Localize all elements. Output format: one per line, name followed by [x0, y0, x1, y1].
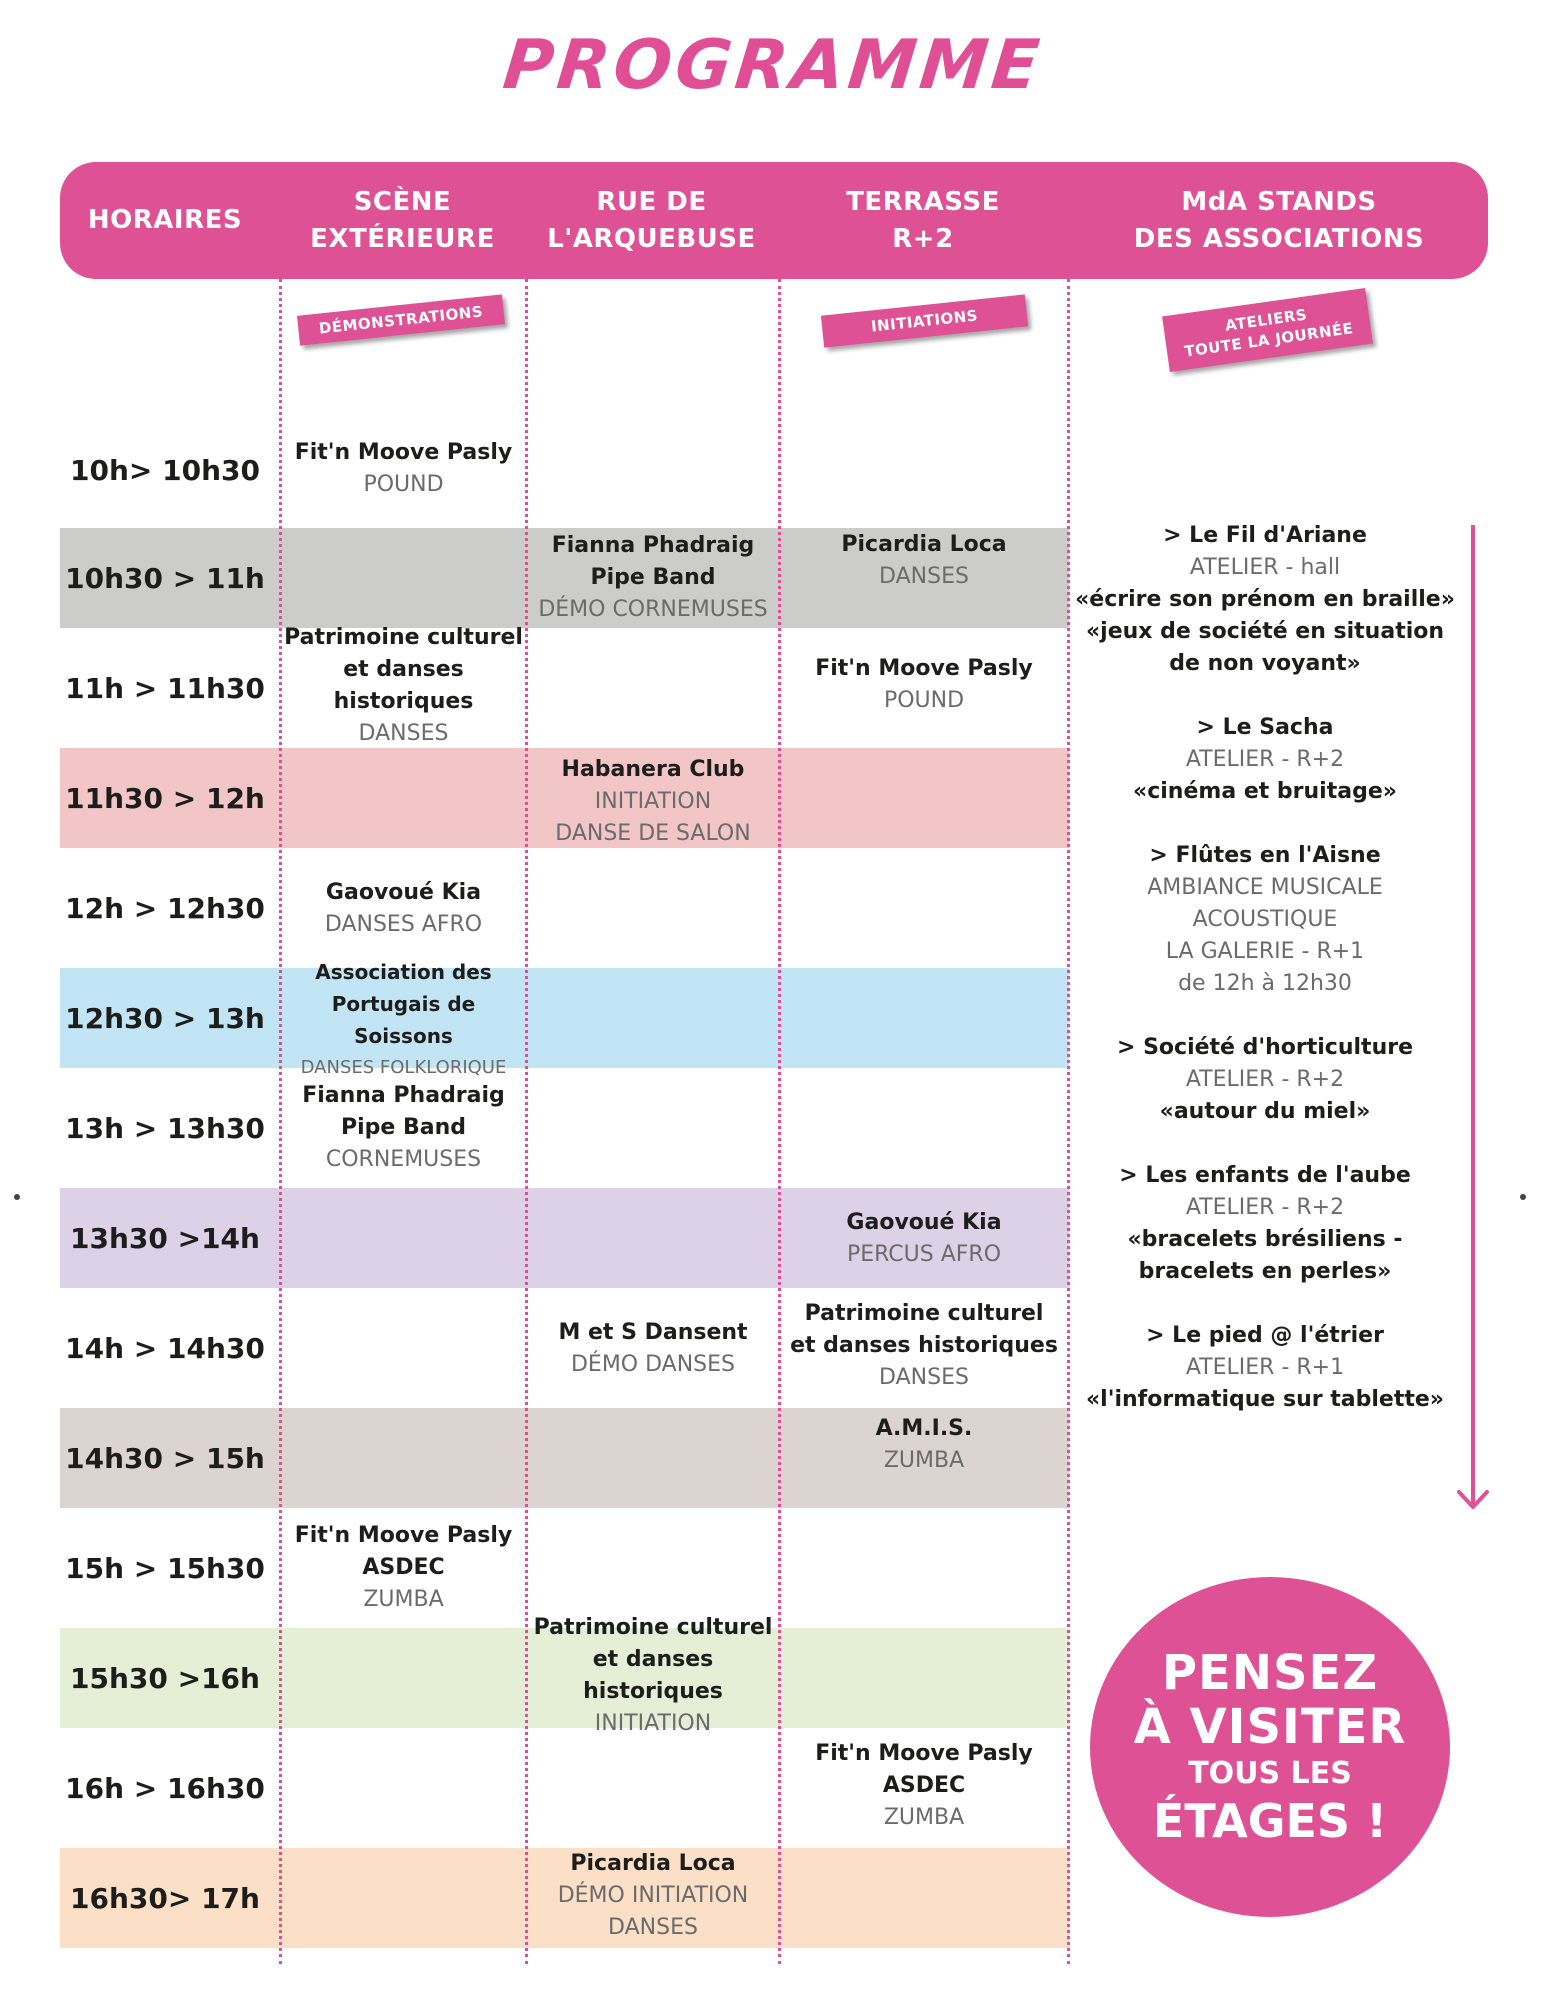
- stand-name: > Les enfants de l'aube: [1119, 1163, 1411, 1188]
- time-slot: 15h > 15h30: [65, 1551, 265, 1585]
- time-slot: 14h30 > 15h: [65, 1441, 265, 1475]
- stand-name: > Société d'horticulture: [1116, 1035, 1413, 1060]
- time-slot: 15h30 >16h: [70, 1661, 260, 1695]
- event-type: DANSES: [879, 1365, 969, 1390]
- event-type: ZUMBA: [883, 1448, 965, 1473]
- table-header: [60, 162, 1488, 279]
- event-entry: [282, 436, 525, 502]
- event-name: M et S Dansent: [558, 1320, 748, 1345]
- event-type: DÉMO DANSES: [570, 1352, 736, 1377]
- event-name: Habanera Club: [561, 757, 745, 782]
- stand-name: > Le Fil d'Ariane: [1163, 523, 1367, 548]
- event-entry: [282, 960, 525, 1078]
- event-entry: [781, 528, 1067, 594]
- stand-activity: «bracelets brésiliens - bracelets en perles»: [1127, 1227, 1403, 1284]
- event-entry: [528, 1316, 778, 1382]
- stand-entry: [1070, 712, 1460, 808]
- event-name: Gaovoué Kia: [325, 880, 482, 905]
- event-name: Patrimoine culturel et danses historiques: [790, 1301, 1058, 1358]
- header-horaires: HORAIRES: [87, 205, 243, 235]
- time-slot: 16h > 16h30: [65, 1771, 265, 1805]
- event-type: ZUMBA: [883, 1805, 965, 1830]
- event-entry: [528, 1615, 778, 1736]
- event-entry: [528, 1846, 778, 1946]
- event-type: ZUMBA: [363, 1587, 444, 1612]
- event-name: Association des Portugais de Soissons: [315, 960, 492, 1048]
- event-name: Fianna Phadraig Pipe Band: [551, 533, 755, 590]
- event-name: Picardia Loca: [570, 1851, 736, 1876]
- time-slot: 12h30 > 13h: [65, 1001, 265, 1035]
- stand-location: ATELIER - R+2: [1185, 747, 1345, 772]
- registration-mark: [14, 1194, 20, 1200]
- header-terrasse: TERRASSE R+2: [846, 186, 1000, 254]
- event-type: DÉMO CORNEMUSES: [538, 597, 768, 622]
- stand-location: ATELIER - hall: [1189, 555, 1341, 580]
- event-name: Fit'n Moove Pasly: [294, 440, 513, 465]
- page-title: PROGRAMME: [499, 26, 1047, 105]
- event-entry: [781, 1296, 1067, 1396]
- event-name: Fit'n Moove Pasly ASDEC: [815, 1741, 1033, 1798]
- tag-demonstrations: DÉMONSTRATIONS: [297, 294, 505, 345]
- stand-location: ATELIER - R+2: [1185, 1067, 1345, 1092]
- stand-location: ATELIER - R+1: [1185, 1355, 1345, 1380]
- time-slot: 11h > 11h30: [65, 671, 265, 705]
- event-name: Fit'n Moove Pasly: [815, 656, 1033, 681]
- time-slot: 12h > 12h30: [65, 891, 265, 925]
- stand-activity: «autour du miel»: [1159, 1099, 1371, 1124]
- promo-circle: [1090, 1577, 1450, 1917]
- header-rue-arquebuse: RUE DE L'ARQUEBUSE: [547, 186, 756, 254]
- time-slot: 11h30 > 12h: [65, 781, 265, 815]
- event-entry: [781, 1412, 1067, 1478]
- all-day-arrow-line: [1471, 525, 1475, 1505]
- promo-line-3: TOUS LES: [1188, 1756, 1352, 1791]
- stand-entry: [1070, 520, 1460, 680]
- event-entry: [282, 1078, 525, 1178]
- stands-list: [1070, 520, 1460, 1448]
- stand-name: > Flûtes en l'Aisne: [1149, 843, 1381, 868]
- stand-location: ATELIER - R+2: [1185, 1195, 1345, 1220]
- stand-entry: [1070, 1320, 1460, 1416]
- event-entry: [282, 625, 525, 746]
- event-type: INITIATION DANSE DE SALON: [555, 789, 751, 846]
- event-name: Fit'n Moove Pasly ASDEC: [294, 1523, 513, 1580]
- event-type: DANSES: [879, 564, 969, 589]
- tag-initiations: INITIATIONS: [821, 294, 1028, 347]
- stand-activity: «l'informatique sur tablette»: [1085, 1387, 1445, 1412]
- event-type: CORNEMUSES: [325, 1147, 482, 1172]
- stand-entry: [1070, 1160, 1460, 1288]
- event-type: DANSES AFRO: [324, 912, 483, 937]
- stand-name: > Le Sacha: [1196, 715, 1334, 740]
- promo-line-1: PENSEZ: [1161, 1645, 1379, 1701]
- event-entry: [781, 652, 1067, 718]
- promo-line-4: ÉTAGES !: [1152, 1794, 1388, 1848]
- time-slot: 16h30> 17h: [70, 1881, 260, 1915]
- header-scene-exterieure: SCÈNE EXTÉRIEURE: [310, 186, 495, 254]
- time-slot: 13h > 13h30: [65, 1111, 265, 1145]
- stand-location: AMBIANCE MUSICALE ACOUSTIQUE LA GALERIE - R+1 de 12h à 12h30: [1147, 875, 1383, 996]
- event-entry: [282, 1518, 525, 1618]
- event-name: Fianna Phadraig Pipe Band: [302, 1083, 505, 1140]
- event-name: Patrimoine culturel et danses historiques: [533, 1615, 773, 1704]
- event-type: DANSES: [358, 721, 449, 746]
- stand-entry: [1070, 840, 1460, 1000]
- stand-activity: «écrire son prénom en braille» «jeux de société en situation de non voyant»: [1075, 587, 1455, 676]
- event-type: INITIATION: [594, 1711, 712, 1736]
- arrow-down-icon: [1456, 1488, 1490, 1512]
- event-type: POUND: [883, 688, 965, 713]
- time-slot: 14h > 14h30: [65, 1331, 265, 1365]
- time-slot: 10h> 10h30: [70, 453, 260, 487]
- event-name: Patrimoine culturel et danses historiques: [284, 625, 523, 714]
- event-type: PERCUS AFRO: [846, 1242, 1002, 1267]
- event-entry: [528, 528, 778, 628]
- event-name: A.M.I.S.: [875, 1416, 973, 1441]
- event-name: Picardia Loca: [841, 532, 1007, 557]
- event-entry: [282, 876, 525, 942]
- stand-activity: «cinéma et bruitage»: [1133, 779, 1397, 804]
- registration-mark: [1520, 1194, 1526, 1200]
- event-name: Gaovoué Kia: [846, 1210, 1002, 1235]
- stand-name: > Le pied @ l'étrier: [1146, 1323, 1384, 1348]
- event-type: DANSES FOLKLORIQUE: [300, 1057, 507, 1078]
- event-type: DÉMO INITIATION DANSES: [557, 1883, 749, 1940]
- event-entry: [781, 1736, 1067, 1836]
- time-slot: 10h30 > 11h: [65, 561, 265, 595]
- tag-ateliers: ATELIERS TOUTE LA JOURNÉE: [1162, 288, 1373, 372]
- event-entry: [781, 1206, 1067, 1272]
- time-slot: 13h30 >14h: [70, 1221, 260, 1255]
- event-entry: [528, 752, 778, 852]
- stand-entry: [1070, 1032, 1460, 1128]
- event-type: POUND: [363, 472, 444, 497]
- promo-line-2: À VISITER: [1133, 1699, 1407, 1755]
- header-mda-stands: MdA STANDS DES ASSOCIATIONS: [1133, 186, 1425, 254]
